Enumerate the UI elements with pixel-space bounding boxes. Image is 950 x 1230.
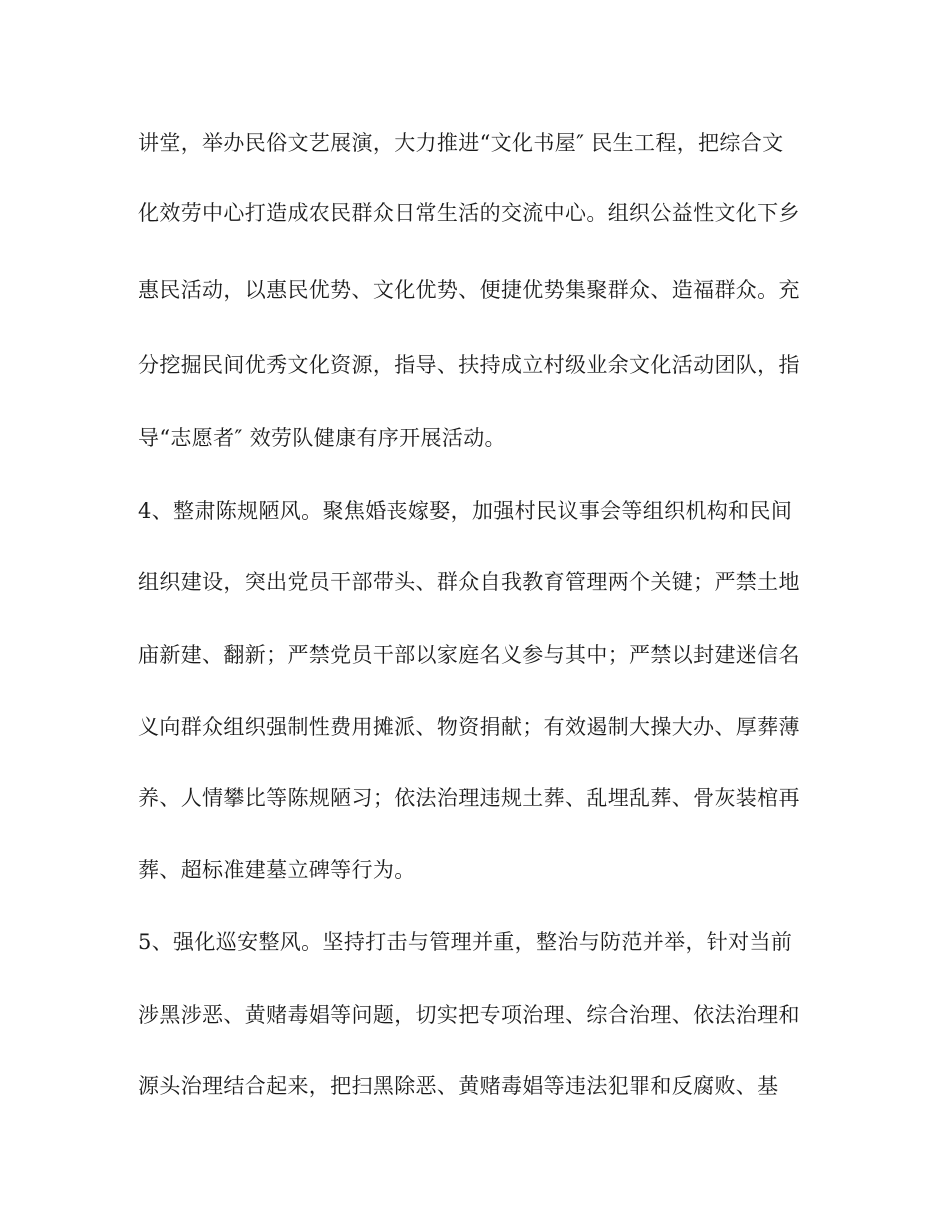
text-line: 组织建设，突出党员干部带头、群众自我教育管理两个关键；严禁土地	[138, 570, 800, 594]
text-line: 5、强化巡安整风。坚持打击与管理并重，整治与防范并举，针对当前	[138, 930, 793, 954]
text-line: 养、人情攀比等陈规陋习；依法治理违规土葬、乱埋乱葬、骨灰装棺再	[138, 786, 800, 810]
text-line: 涉黑涉恶、黄赌毒娼等问题，切实把专项治理、综合治理、依法治理和	[138, 1003, 800, 1027]
text-line: 化效劳中心打造成农民群众日常生活的交流中心。组织公益性文化下乡	[138, 201, 800, 225]
text-line: 葬、超标准建墓立碑等行为。	[138, 858, 416, 882]
text-line: 分挖掘民间优秀文化资源，指导、扶持成立村级业余文化活动团队，指	[138, 353, 800, 377]
text-line: 讲堂，举办民俗文艺展演，大力推进“文化书屋″ 民生工程，把综合文	[138, 131, 784, 155]
text-line: 义向群众组织强制性费用摊派、物资捐献；有效遏制大操大办、厚葬薄	[138, 715, 800, 739]
text-line: 惠民活动，以惠民优势、文化优势、便捷优势集聚群众、造福群众。充	[138, 278, 800, 302]
text-line: 导“志愿者″ 效劳队健康有序开展活动。	[138, 426, 506, 450]
text-line: 源头治理结合起来，把扫黑除恶、黄赌毒娼等违法犯罪和反腐败、基	[138, 1074, 779, 1098]
text-line: 庙新建、翻新；严禁党员干部以家庭名义参与其中；严禁以封建迷信名	[138, 643, 800, 667]
text-line: 4、整肃陈规陋风。聚焦婚丧嫁娶，加强村民议事会等组织机构和民间	[138, 499, 793, 523]
